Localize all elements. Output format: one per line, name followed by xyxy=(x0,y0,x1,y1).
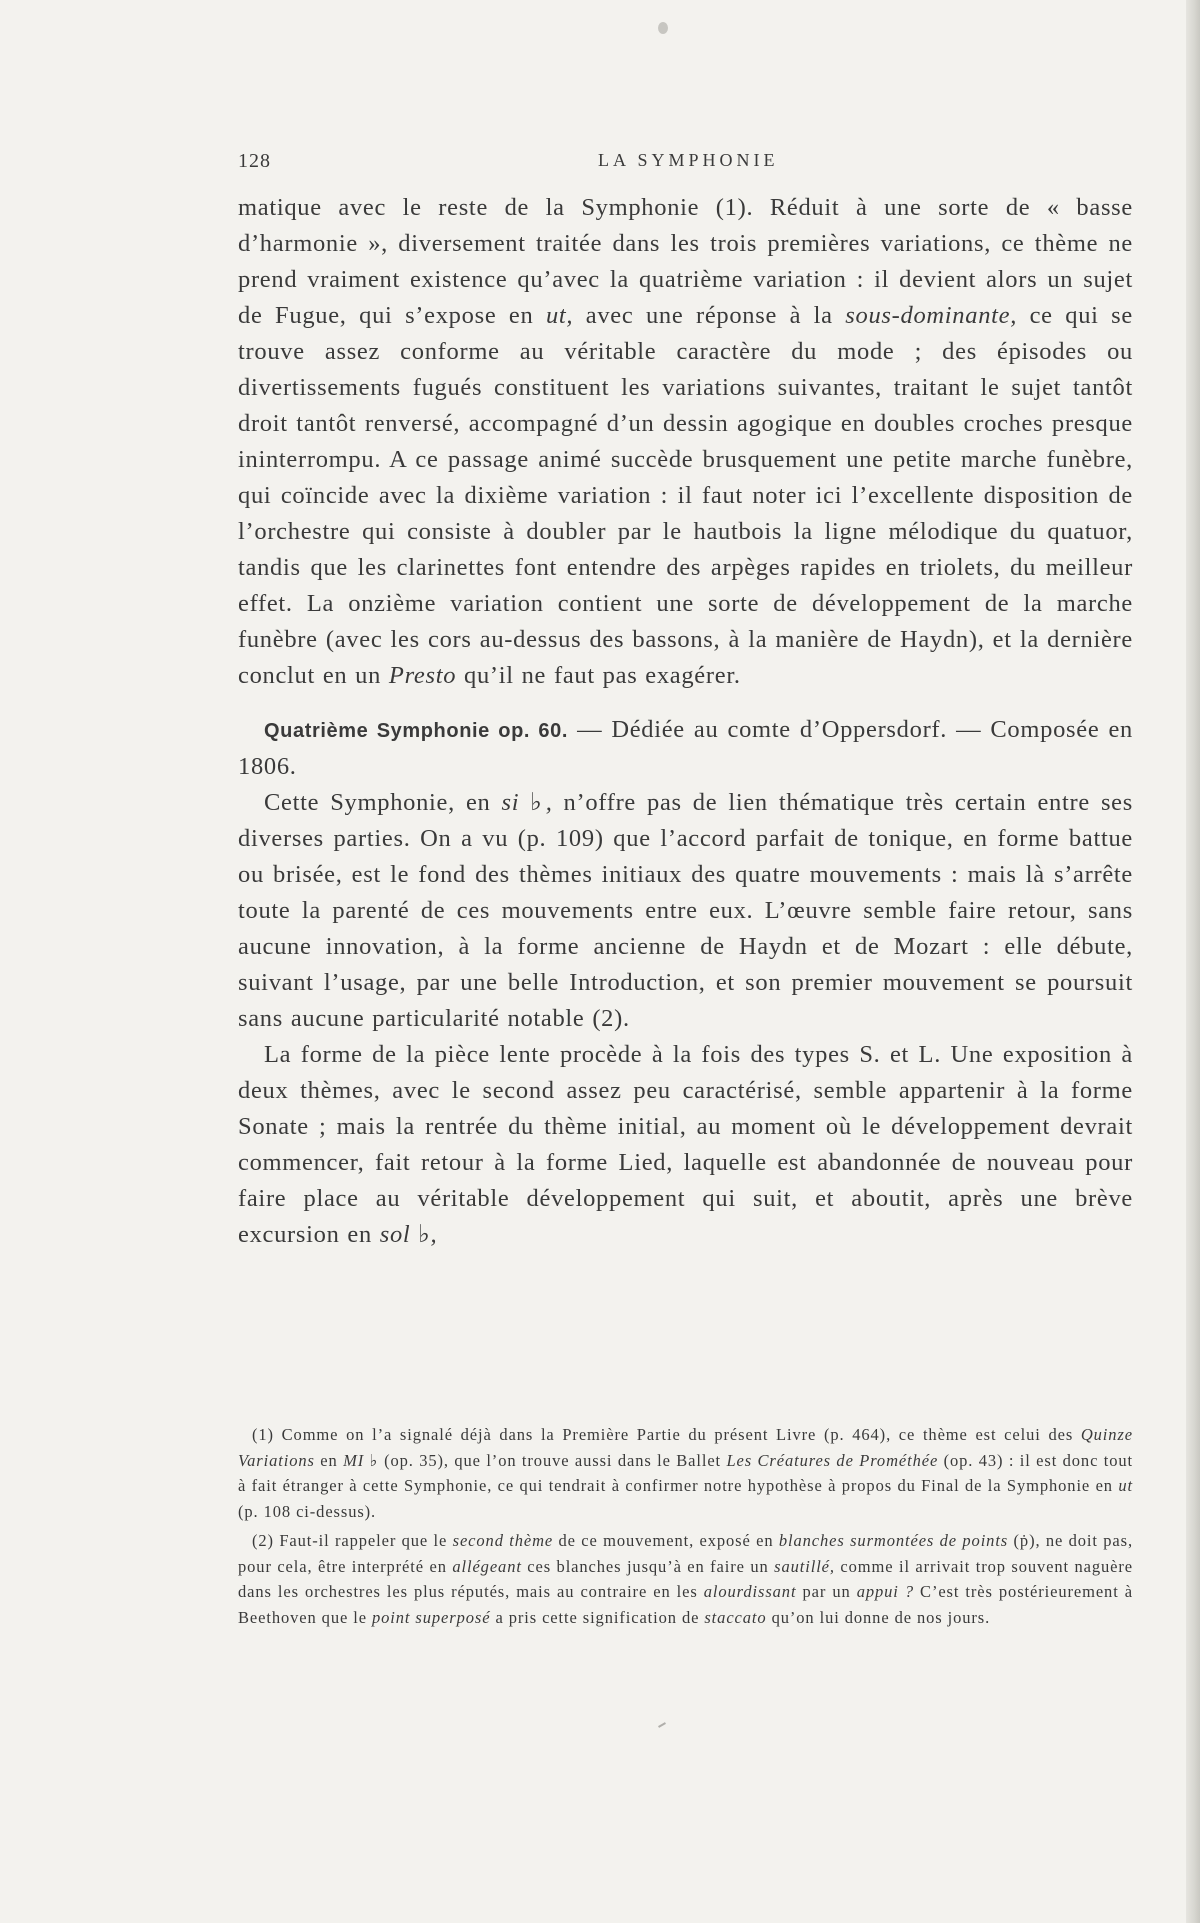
text-run: Cette Symphonie, en xyxy=(264,789,502,816)
paragraph xyxy=(238,785,1133,1037)
text-run: (op. 35), que l’on trouve aussi dans le Ballet xyxy=(378,1450,727,1470)
running-title: LA SYMPHONIE xyxy=(598,150,779,170)
page-edge xyxy=(1186,0,1200,1923)
section-heading-paragraph xyxy=(238,712,1133,785)
page-number: 128 xyxy=(238,150,271,172)
paper-speck xyxy=(658,22,668,34)
italic-run: sol ♭, xyxy=(379,1221,438,1248)
text-run: ces blanches jusqu’à en faire un xyxy=(521,1556,775,1576)
italic-run: MI ♭ xyxy=(343,1450,379,1470)
text-run: de ce mouvement, exposé en xyxy=(553,1531,779,1550)
main-text xyxy=(238,190,1133,1253)
paragraph xyxy=(238,1037,1133,1253)
text-run: ce qui se trouve assez conforme au véritable caractère du mode ; des épisodes ou divertissements fugués constituent les variations suivantes, traitant le sujet tantôt droit tantôt renversé, accompagné d’un dessin agogique en doubles croches presque ininterrompu. A ce passage animé succède brusquement une petite marche funèbre, qui coïncide avec la dixième variation : il faut noter ici l’excellente disposition de l’orchestre qui consiste à doubler par le hautbois la ligne mélodique du quatuor, tandis que les clarinettes font entendre des arpèges rapides en triolets, du meilleur effet. La onzième variation contient une sorte de développement de la marche funèbre (avec les cors au-dessus des bassons, à la manière de Haydn), et la dernière conclut en un xyxy=(238,302,1133,689)
text-run: n’offre pas de lien thématique très certain entre ses diverses parties. On a vu (p. 109) que l’accord parfait de tonique, en forme battue ou brisée, est le fond des thèmes initiaux des quatre mouvements : mais là s’arrête toute la parenté de ces mouvements entre eux. L’œuvre semble faire retour, sans aucune innovation, à la forme ancienne de Haydn et de Mozart : elle débute, suivant l’usage, par une belle Introduction, et son premier mouvement se poursuit sans aucune particularité notable (2). xyxy=(238,789,1133,1032)
text-run: qu’on lui donne de nos jours. xyxy=(766,1607,991,1627)
text-run: a pris cette signification de xyxy=(490,1607,705,1627)
italic-run: point superposé xyxy=(371,1607,491,1627)
text-run: par un xyxy=(796,1582,857,1601)
text-run: avec une réponse à la xyxy=(573,302,846,329)
text-run: en xyxy=(314,1450,344,1470)
text-run: (op. 43) : il est donc tout à fait étranger à cette Symphonie, ce qui tendrait à confirmer notre hypothèse à propos du Final de la Symphonie en xyxy=(238,1450,1134,1495)
text-run: (2) Faut-il rappeler que le xyxy=(252,1531,453,1550)
italic-run: si ♭, xyxy=(501,789,553,816)
section-heading: Quatrième Symphonie op. 60. xyxy=(264,720,569,742)
italic-run: sous-dominante, xyxy=(845,302,1018,329)
footnote-2 xyxy=(238,1528,1133,1630)
italic-run: allégeant xyxy=(452,1556,522,1576)
italic-run: appui ? xyxy=(856,1582,914,1601)
text-run: (p. 108 ci-dessus). xyxy=(238,1501,377,1521)
text-run: C’est très postérieurement à Beethoven que le xyxy=(238,1582,1133,1627)
ink-mark xyxy=(658,1722,666,1728)
footnote-1 xyxy=(238,1422,1133,1524)
italic-run: alourdissant xyxy=(703,1582,797,1601)
italic-run: ut xyxy=(1118,1476,1133,1495)
text-run: (1) Comme on l’a signalé déjà dans la Première Partie du présent Livre (p. 464), ce thème est celui des xyxy=(252,1425,1081,1444)
text-run: matique avec le reste de la Symphonie (1). Réduit à une sorte de « basse d’harmonie », diversement traitée dans les trois premières variations, ce thème ne prend vraiment existence qu’avec la quatrième variation : il devient alors un sujet de Fugue, qui s’expose en xyxy=(238,194,1133,329)
text-run: qu’il ne faut pas exagérer. xyxy=(456,662,741,689)
italic-run: Quinze Variations xyxy=(238,1425,1133,1470)
italic-run: sautillé, xyxy=(774,1556,835,1576)
italic-run: staccato xyxy=(704,1607,767,1627)
paragraph-continuation xyxy=(238,190,1133,694)
text-run: — Dédiée au comte d’Oppersdorf. — Composée en 1806. xyxy=(238,716,1133,780)
text-run: comme il arrivait trop souvent naguère dans les orchestres les plus réputés, mais au contraire en les xyxy=(238,1556,1133,1601)
italic-run: blanches surmontées de points xyxy=(778,1531,1009,1550)
italic-run: Presto xyxy=(388,662,457,689)
text-run: La forme de la pièce lente procède à la fois des types S. et L. Une exposition à deux thèmes, avec le second assez peu caractérisé, semble appartenir à la forme Sonate ; mais la rentrée du thème initial, au moment où le développement devrait commencer, fait retour à la forme Lied, laquelle est abandonnée de nouveau pour faire place au véritable développement qui suit, et aboutit, après une brève excursion en xyxy=(238,1041,1133,1248)
italic-run: second thème xyxy=(452,1531,554,1550)
text-run: (ṗ), ne doit pas, pour cela, être interprété en xyxy=(238,1531,1133,1576)
italic-run: ut, xyxy=(545,302,574,329)
running-head xyxy=(238,150,1138,180)
footnotes xyxy=(238,1422,1133,1634)
italic-run: Les Créatures de Prométhée xyxy=(726,1450,939,1470)
